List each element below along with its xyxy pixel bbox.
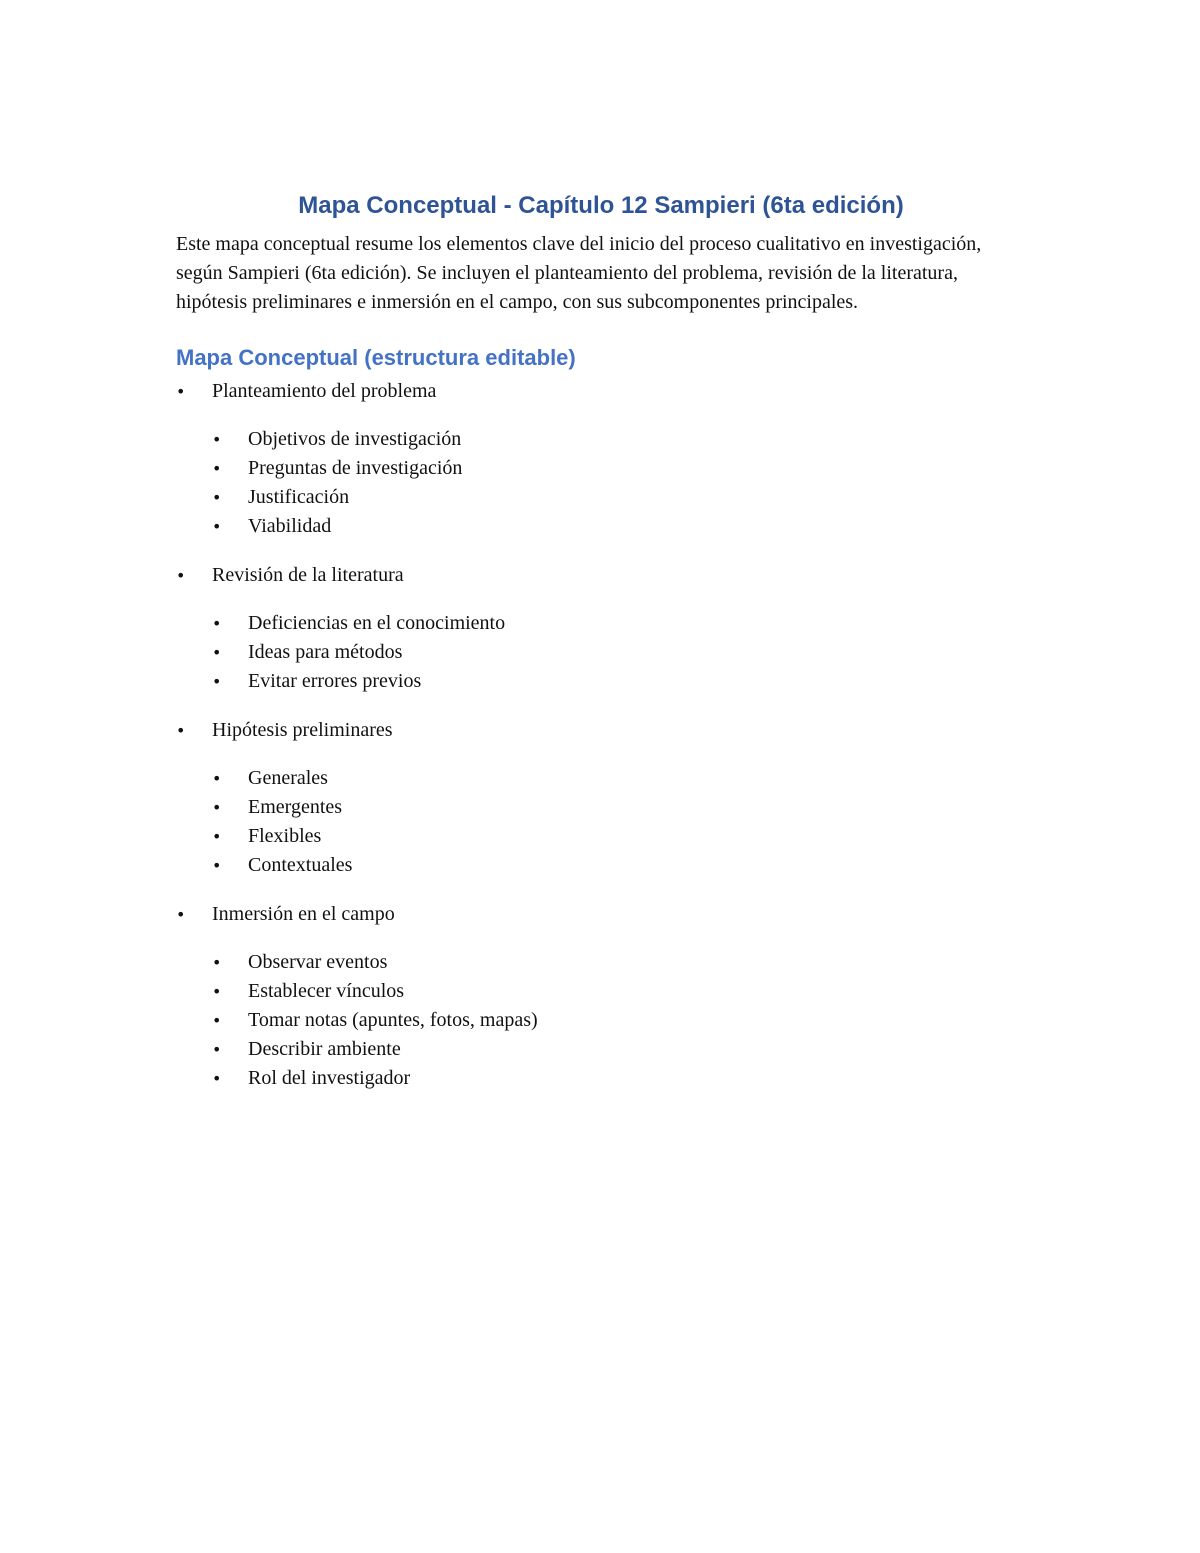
concept-subitem bbox=[212, 667, 1026, 696]
bullet-icon: • bbox=[212, 798, 222, 817]
bullet-icon: • bbox=[176, 905, 186, 924]
concept-group-label: Hipótesis preliminares bbox=[212, 719, 393, 741]
concept-subitem bbox=[212, 977, 1026, 1006]
concept-subitem-label: Contextuales bbox=[248, 854, 353, 876]
document-body bbox=[176, 188, 1026, 1113]
bullet-icon: • bbox=[212, 672, 222, 691]
concept-subitem-label: Generales bbox=[248, 767, 328, 789]
concept-subitem-label: Evitar errores previos bbox=[248, 670, 422, 692]
concept-subitem bbox=[212, 512, 1026, 541]
concept-subitem bbox=[212, 1035, 1026, 1064]
bullet-icon: • bbox=[212, 1040, 222, 1059]
concept-list bbox=[176, 377, 1026, 1093]
concept-subitem-label: Flexibles bbox=[248, 825, 322, 847]
concept-subitem bbox=[212, 609, 1026, 638]
concept-group-label: Inmersión en el campo bbox=[212, 903, 395, 925]
concept-subitem-label: Tomar notas (apuntes, fotos, mapas) bbox=[248, 1009, 538, 1031]
concept-group bbox=[176, 377, 1026, 541]
concept-group bbox=[176, 561, 1026, 696]
concept-subitem-label: Describir ambiente bbox=[248, 1038, 401, 1060]
concept-subitem bbox=[212, 1064, 1026, 1093]
bullet-icon: • bbox=[212, 614, 222, 633]
concept-subitem-label: Objetivos de investigación bbox=[248, 428, 462, 450]
document-title: Mapa Conceptual - Capítulo 12 Sampieri (6ta edición) bbox=[298, 192, 904, 219]
concept-subitem-label: Viabilidad bbox=[248, 515, 332, 537]
concept-subitem-label: Ideas para métodos bbox=[248, 641, 403, 663]
bullet-icon: • bbox=[212, 953, 222, 972]
bullet-icon: • bbox=[176, 382, 186, 401]
bullet-icon: • bbox=[212, 488, 222, 507]
concept-subitem-label: Deficiencias en el conocimiento bbox=[248, 612, 506, 634]
concept-subitems bbox=[212, 425, 1026, 541]
concept-subitems bbox=[212, 609, 1026, 696]
bullet-icon: • bbox=[212, 517, 222, 536]
concept-subitem bbox=[212, 793, 1026, 822]
intro-paragraph: Este mapa conceptual resume los elementos clave del inicio del proceso cualitativo en investigación, según Sampieri (6ta edición). Se incluyen el planteamiento del problema, revisión de la literatura, hipótesis preliminares e inmersión en el campo, con sus subcomponentes principales. bbox=[176, 233, 982, 313]
bullet-icon: • bbox=[212, 856, 222, 875]
concept-subitem-label: Preguntas de investigación bbox=[248, 457, 463, 479]
bullet-icon: • bbox=[212, 827, 222, 846]
concept-group-label: Planteamiento del problema bbox=[212, 380, 437, 402]
concept-subitem-label: Justificación bbox=[248, 486, 350, 508]
concept-group bbox=[176, 900, 1026, 1093]
concept-subitem bbox=[212, 425, 1026, 454]
bullet-icon: • bbox=[212, 459, 222, 478]
concept-subitem bbox=[212, 764, 1026, 793]
concept-subitems bbox=[212, 948, 1026, 1093]
concept-group bbox=[176, 716, 1026, 880]
concept-subitem bbox=[212, 483, 1026, 512]
concept-subitem bbox=[212, 1006, 1026, 1035]
concept-subitem bbox=[212, 454, 1026, 483]
bullet-icon: • bbox=[212, 643, 222, 662]
bullet-icon: • bbox=[212, 430, 222, 449]
concept-subitems bbox=[212, 764, 1026, 880]
bullet-icon: • bbox=[176, 566, 186, 585]
concept-subitem bbox=[212, 948, 1026, 977]
bullet-icon: • bbox=[212, 1011, 222, 1030]
bullet-icon: • bbox=[212, 1069, 222, 1088]
concept-subitem-label: Emergentes bbox=[248, 796, 343, 818]
section-heading: Mapa Conceptual (estructura editable) bbox=[176, 345, 576, 370]
concept-subitem bbox=[212, 851, 1026, 880]
bullet-icon: • bbox=[176, 721, 186, 740]
concept-group-label: Revisión de la literatura bbox=[212, 564, 404, 586]
bullet-icon: • bbox=[212, 982, 222, 1001]
bullet-icon: • bbox=[212, 769, 222, 788]
concept-subitem-label: Establecer vínculos bbox=[248, 980, 405, 1002]
concept-subitem-label: Observar eventos bbox=[248, 951, 388, 973]
concept-subitem-label: Rol del investigador bbox=[248, 1067, 411, 1089]
concept-subitem bbox=[212, 822, 1026, 851]
concept-subitem bbox=[212, 638, 1026, 667]
